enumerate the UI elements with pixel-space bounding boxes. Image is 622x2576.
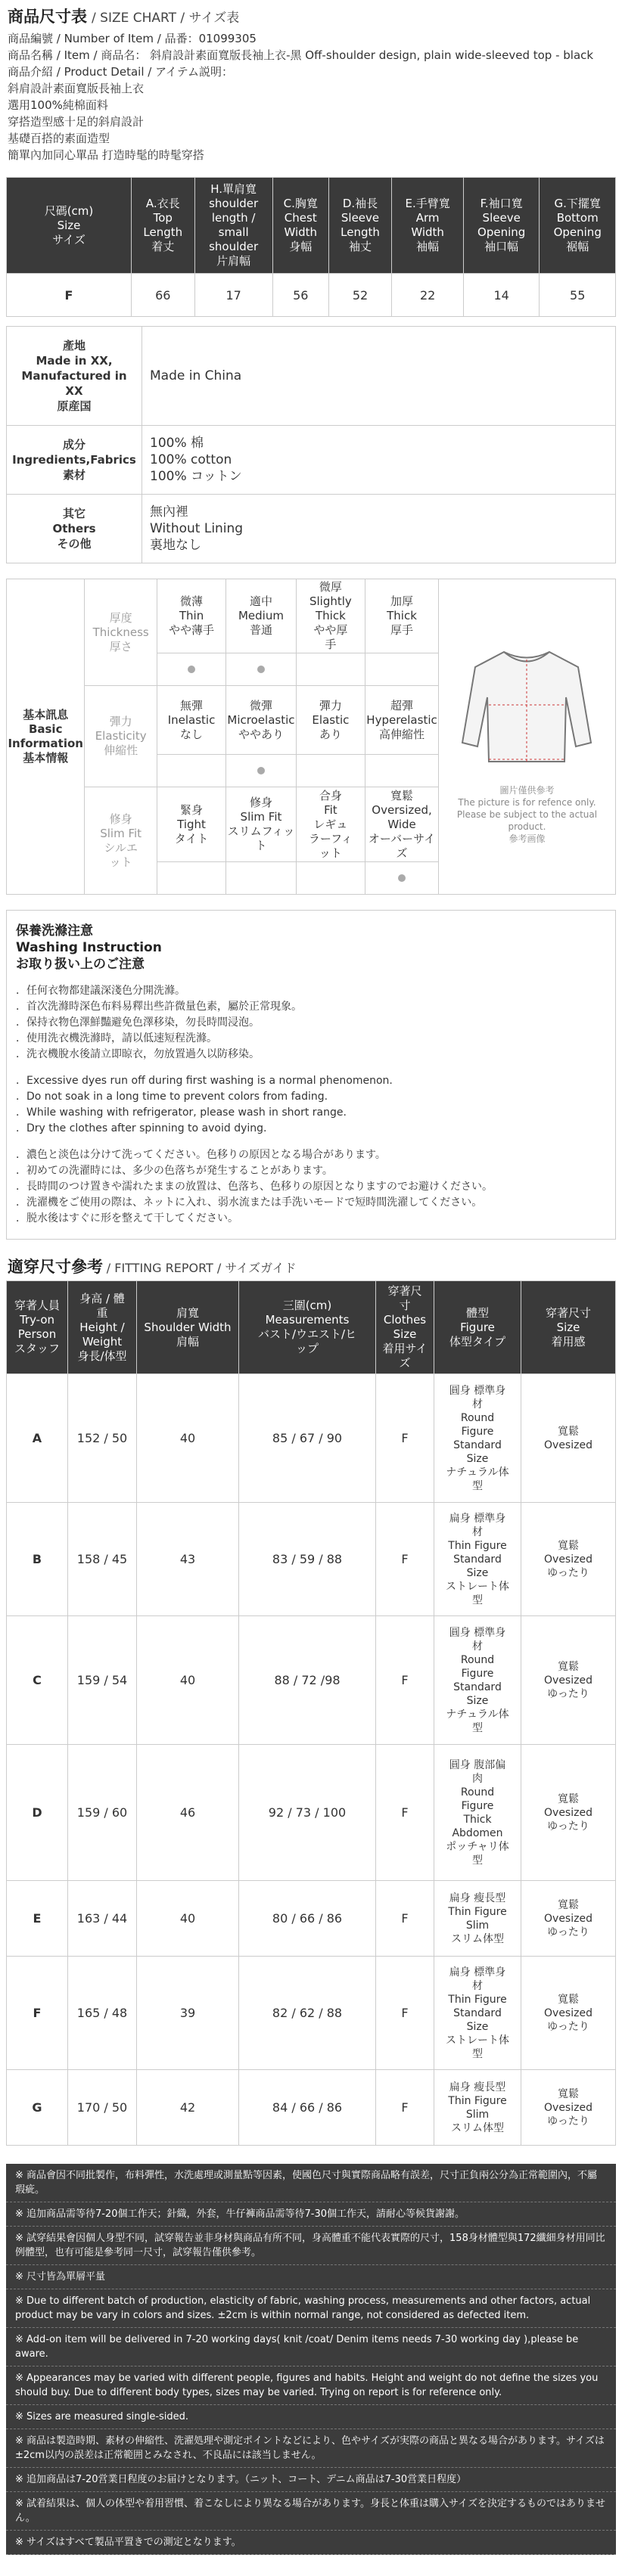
fit-size-feel: 寬鬆 Ovesized [521,1374,616,1503]
header-top-length: A.衣長 Top Length 着丈 [132,178,195,274]
fit-clothes-size: F [376,1616,434,1745]
fitting-title-bold: 適穿尺寸參考 [8,1258,103,1276]
fit-height-weight: 152 / 50 [68,1374,137,1503]
garment-illustration-cell [438,579,615,895]
fit-person: E [7,1881,68,1957]
note-line: ※ 試穿結果會因個人身型不同，試穿報告並非身材與商品有所不同，身高體重不能代表實際的尺寸，158身材體型與172纖細身材用同比例體型，也有可能是參考同一尺寸，試穿報告僅供參考。 [6,2227,616,2265]
thickness-option: 加厚 Thick 厚手 [365,579,439,653]
thickness-option: 適中 Medium 普通 [226,579,296,653]
thickness-row [7,579,616,653]
size-cell: 22 [392,274,464,317]
size-cell: 17 [194,274,272,317]
note-line: ※ Sizes are measured single-sided. [6,2405,616,2429]
washing-line: ．洗濯機をご使用の際は、ネットに入れ、弱水流または手洗いモードで短時間洗濯してください。 [16,1196,483,1209]
fit-height-weight: 163 / 44 [68,1881,137,1957]
fit-shoulder: 46 [137,1745,239,1881]
dot-cell [226,862,296,895]
fitting-row [7,1503,616,1616]
dot-cell [296,862,365,895]
fit-measurements: 84 / 66 / 86 [239,2070,376,2146]
fit-height-weight: 165 / 48 [68,1957,137,2070]
fit-figure: 圓身 標準身 材 Round Figure Standard Size ナチュラル体 型 [434,1616,521,1745]
material-value [142,426,616,495]
washing-line: ．長時間のつけ置きや濡れたままの放置は、色落ち、色移りの原因となりますのでお避けください。 [16,1181,493,1193]
fit-label: 修身 Slim Fit シルエ ット [85,787,157,895]
fit-person: C [7,1616,68,1745]
size-chart-title-rest: / SIZE CHART / サイズ表 [92,11,240,26]
washing-line: ．洗衣機脫水後請立即晾衣，勿放置過久以防移染。 [16,1048,260,1060]
basic-info-table [6,579,616,895]
dot-cell [157,755,225,787]
washing-line: ．濃色と淡色は分けて洗ってください。色移りの原因となる場合があります。 [16,1149,386,1161]
fit-height-weight: 159 / 60 [68,1745,137,1881]
fit-option: 合身 Fit レギュ ラーフィ ット [296,787,365,862]
fit-measurements: 85 / 67 / 90 [239,1374,376,1503]
selected-dot [257,666,265,673]
fit-person: G [7,2070,68,2146]
fit-shoulder: 40 [137,1616,239,1745]
info-table [6,326,616,563]
fit-header-measurements: 三圍(cm) Measurements バスト/ウエスト/ヒ ップ [239,1281,376,1374]
fit-measurements: 82 / 62 / 88 [239,1957,376,2070]
origin-label: 產地 Made in XX, Manufactured in XX 原産国 [7,327,142,426]
washing-line: ．Dry the clothes after spinning to avoid dying. [16,1122,267,1134]
washing-title-zh: 保養洗滌注意 [16,923,93,939]
other-row [7,495,616,563]
image-caption: 圖片僅供參考 The picture is for refence only. Please be subject to the actual product. 參考画像 [456,784,598,844]
notes-panel [6,2164,616,2555]
size-table [6,177,616,317]
sweater-diagram-icon [451,629,602,781]
dot-cell [226,653,296,686]
fit-person: B [7,1503,68,1616]
washing-line: ．初めての洗濯時には、多少の色落ちが発生することがあります。 [16,1165,333,1177]
dot-cell [157,862,225,895]
fit-clothes-size: F [376,1957,434,2070]
elastic-option: 微彈 Microelastic ややあり [226,686,296,755]
washing-line: ．Excessive dyes run off during first washing is a normal phenomenon. [16,1075,393,1087]
fitting-row [7,2070,616,2146]
fit-measurements: 92 / 73 / 100 [239,1745,376,1881]
size-cell: 56 [272,274,328,317]
material-line: 100% コットン [150,469,242,484]
fit-shoulder: 40 [137,1881,239,1957]
washing-line: ．使用洗衣機洗滌時，請以低速短程洗滌。 [16,1032,217,1044]
note-line: ※ 商品會因不同批製作，布料彈性，水洗處理或測量點等因素，使國色尺寸與實際商品略有誤差，尺寸正負兩公分為正常範圍內，不屬瑕疵。 [6,2164,616,2202]
fit-header-figure: 體型 Figure 体型タイプ [434,1281,521,1374]
header-sleeve-opening: F.袖口寬 Sleeve Opening 袖口幅 [463,178,540,274]
other-line: 裏地なし [150,538,201,553]
detail-line: 選用100%純棉面料 [8,98,108,112]
fit-shoulder: 40 [137,1374,239,1503]
material-line: 100% 棉 [150,436,204,451]
fitting-title [0,1240,622,1280]
washing-line: ．Do not soak in a long time to prevent colors from fading. [16,1091,328,1103]
dot-cell [157,653,225,686]
header-shoulder: H.單肩寬 shoulder length / small shoulder 片肩幅 [194,178,272,274]
fit-size-feel: 寬鬆 Ovesized ゆったり [521,1881,616,1957]
other-label: 其它 Others その他 [7,495,142,563]
fitting-row [7,1374,616,1503]
fit-size-feel: 寬鬆 Ovesized ゆったり [521,1616,616,1745]
material-label: 成分 Ingredients,Fabrics 素材 [7,426,142,495]
fit-clothes-size: F [376,2070,434,2146]
fit-header-clothes-size: 穿著尺 寸 Clothes Size 着用サイ ズ [376,1281,434,1374]
header-sleeve-length: D.袖長 Sleeve Length 袖丈 [328,178,392,274]
fit-person: D [7,1745,68,1881]
fitting-table [6,1280,616,2146]
fit-clothes-size: F [376,1745,434,1881]
fit-height-weight: 170 / 50 [68,2070,137,2146]
fit-height-weight: 159 / 54 [68,1616,137,1745]
detail-line: 斜肩設計素面寬版長袖上衣 [8,82,145,95]
fit-measurements: 80 / 66 / 86 [239,1881,376,1957]
fit-figure: 扁身 標準身 材 Thin Figure Standard Size ストレート体 型 [434,1503,521,1616]
detail-line: 基礎百搭的素面造型 [8,132,110,145]
material-row [7,426,616,495]
dot-cell [226,755,296,787]
fit-clothes-size: F [376,1881,434,1957]
size-cell: 66 [132,274,195,317]
note-line: ※ Add-on item will be delivered in 7-20 working days( knit /coat/ Denim items needs 7-30 working day ),please be aware. [6,2328,616,2367]
washing-line: ．脱水後はすぐに形を整えて干してください。 [16,1212,238,1224]
fitting-row [7,1881,616,1957]
size-chart-title [0,0,622,30]
fit-clothes-size: F [376,1374,434,1503]
header-arm-width: E.手臂寬 Arm Width 袖幅 [392,178,464,274]
fit-header-shoulder: 肩寬 Shoulder Width 肩幅 [137,1281,239,1374]
thickness-option: 微薄 Thin やや薄手 [157,579,225,653]
note-line: ※ 尺寸皆為單層平量 [6,2265,616,2289]
fit-measurements: 88 / 72 /98 [239,1616,376,1745]
other-line: Without Lining [150,521,244,536]
note-line: ※ Appearances may be varied with different people, figures and habits. Height and weight do not define the sizes you should buy. Due to different body types, sizes may be varied. Trying on report is for reference only. [6,2367,616,2405]
detail-title: 商品介紹 / Product Detail / アイテム説明： [8,65,233,79]
fit-shoulder: 39 [137,1957,239,2070]
fitting-header [7,1281,616,1374]
washing-line: ．保持衣物色澤鮮豔避免色澤移染，勿長時間浸泡。 [16,1016,260,1029]
dot-cell [365,653,439,686]
fit-figure: 扁身 瘦長型 Thin Figure Slim スリム体型 [434,1881,521,1957]
fit-measurements: 83 / 59 / 88 [239,1503,376,1616]
size-cell: F [7,274,132,317]
fit-figure: 扁身 標準身 材 Thin Figure Standard Size ストレート体 型 [434,1957,521,2070]
washing-title-ja: お取り扱い上のご注意 [16,957,145,972]
elastic-option: 無彈 Inelastic なし [157,686,225,755]
size-table-header [7,178,616,274]
fit-person: F [7,1957,68,2070]
other-value [142,495,616,563]
other-line: 無內裡 [150,504,188,520]
note-line: ※ Due to different batch of production, elasticity of fabric, washing process, measurements and other factors, actual product may be vary in colors and sizes. ±2cm is within normal range, not considered as defected item. [6,2289,616,2328]
fit-figure: 扁身 瘦長型 Thin Figure Slim スリム体型 [434,2070,521,2146]
dot-cell [365,755,439,787]
washing-title-en: Washing Instruction [16,940,162,955]
basic-info-label: 基本訊息 Basic Information 基本情報 [7,579,85,895]
fit-figure: 圓身 腹部偏 肉 Round Figure Thick Abdomen ポッチャリ体 型 [434,1745,521,1881]
fitting-title-rest: / FITTING REPORT / サイズガイド [106,1261,297,1275]
fit-size-feel: 寬鬆 Ovesized ゆったり [521,2070,616,2146]
item-number: 商品編號 / Number of Item / 品番：01099305 [8,32,257,45]
header-bottom-opening: G.下擺寬 Bottom Opening 裾幅 [540,178,616,274]
product-meta [0,30,622,163]
fit-option: 緊身 Tight タイト [157,787,225,862]
dot-cell [296,653,365,686]
origin-value: Made in China [142,327,616,426]
fit-option: 寬鬆 Oversized, Wide オーバーサイ ズ [365,787,439,862]
material-line: 100% cotton [150,452,232,467]
fit-size-feel: 寬鬆 Ovesized ゆったり [521,1957,616,2070]
thickness-option: 微厚 Slightly Thick やや厚 手 [296,579,365,653]
selected-dot [398,874,406,882]
size-cell: 52 [328,274,392,317]
note-line: ※ サイズはすべて製品平置きでの測定となります。 [6,2531,616,2555]
washing-instructions [6,910,616,1240]
note-line: ※ 追加商品需等待7-20個工作天；針織，外套，牛仔褲商品需等待7-30個工作天，請耐心等候貨謝謝。 [6,2202,616,2227]
fit-height-weight: 158 / 45 [68,1503,137,1616]
note-line: ※ 追加商品は7-20営業日程度のお届けとなります。（ニット、コート、デニム商品は7-30営業日程度） [6,2468,616,2492]
size-chart-title-bold: 商品尺寸表 [8,8,87,26]
fit-size-feel: 寬鬆 Ovesized ゆったり [521,1503,616,1616]
fitting-row [7,1745,616,1881]
elastic-option: 彈力 Elastic あり [296,686,365,755]
fitting-row [7,1957,616,2070]
washing-line: ．While washing with refrigerator, please wash in short range. [16,1106,347,1119]
item-name: 商品名稱 / Item / 商品名： 斜肩設計素面寬版長袖上衣-黑 Off-shoulder design, plain wide-sleeved top - black [8,48,594,62]
thickness-label: 厚度 Thickness 厚さ [85,579,157,686]
dot-cell [296,755,365,787]
washing-line: ．首次洗滌時深色布料易釋出些許微量色素，屬於正常現象。 [16,1001,302,1013]
washing-line: ．任何衣物都建議深淺色分開洗滌。 [16,985,185,997]
selected-dot [188,666,195,673]
fit-header-size-feel: 穿著尺寸 Size 着用感 [521,1281,616,1374]
selected-dot [257,767,265,774]
fit-size-feel: 寬鬆 Ovesized ゆったり [521,1745,616,1881]
fit-clothes-size: F [376,1503,434,1616]
fit-shoulder: 43 [137,1503,239,1616]
fit-header-height: 身高 / 體 重 Height / Weight 身長/体型 [68,1281,137,1374]
origin-row [7,327,616,426]
elastic-option: 超彈 Hyperelastic 高伸縮性 [365,686,439,755]
detail-line: 穿搭造型感十足的斜肩設計 [8,115,145,129]
fitting-row [7,1616,616,1745]
fit-header-person: 穿著人員 Try-on Person スタッフ [7,1281,68,1374]
elastic-label: 彈力 Elasticity 伸縮性 [85,686,157,787]
size-cell: 14 [463,274,540,317]
dot-cell [365,862,439,895]
header-size: 尺碼(cm) Size サイズ [7,178,132,274]
header-chest: C.胸寬 Chest Width 身幅 [272,178,328,274]
fit-person: A [7,1374,68,1503]
fit-shoulder: 42 [137,2070,239,2146]
fit-figure: 圓身 標準身 材 Round Figure Standard Size ナチュラル体 型 [434,1374,521,1503]
fit-option: 修身 Slim Fit スリムフィッ ト [226,787,296,862]
note-line: ※ 試着結果は、個人の体型や着用習慣、着こなしにより異なる場合があります。身長と体重は購入サイズを決定するものではありません。 [6,2492,616,2531]
note-line: ※ 商品は製造時期、素材の伸縮性、洗濯処理や測定ポイントなどにより、色やサイズが実際の商品と異なる場合があります。サイズは±2cm以内の誤差は正常範囲とみなされ、不良品には該当しません。 [6,2429,616,2468]
size-cell: 55 [540,274,616,317]
detail-line: 簡單內加同心單品 打造時髦的時髦穿搭 [8,148,204,162]
size-row [7,274,616,317]
